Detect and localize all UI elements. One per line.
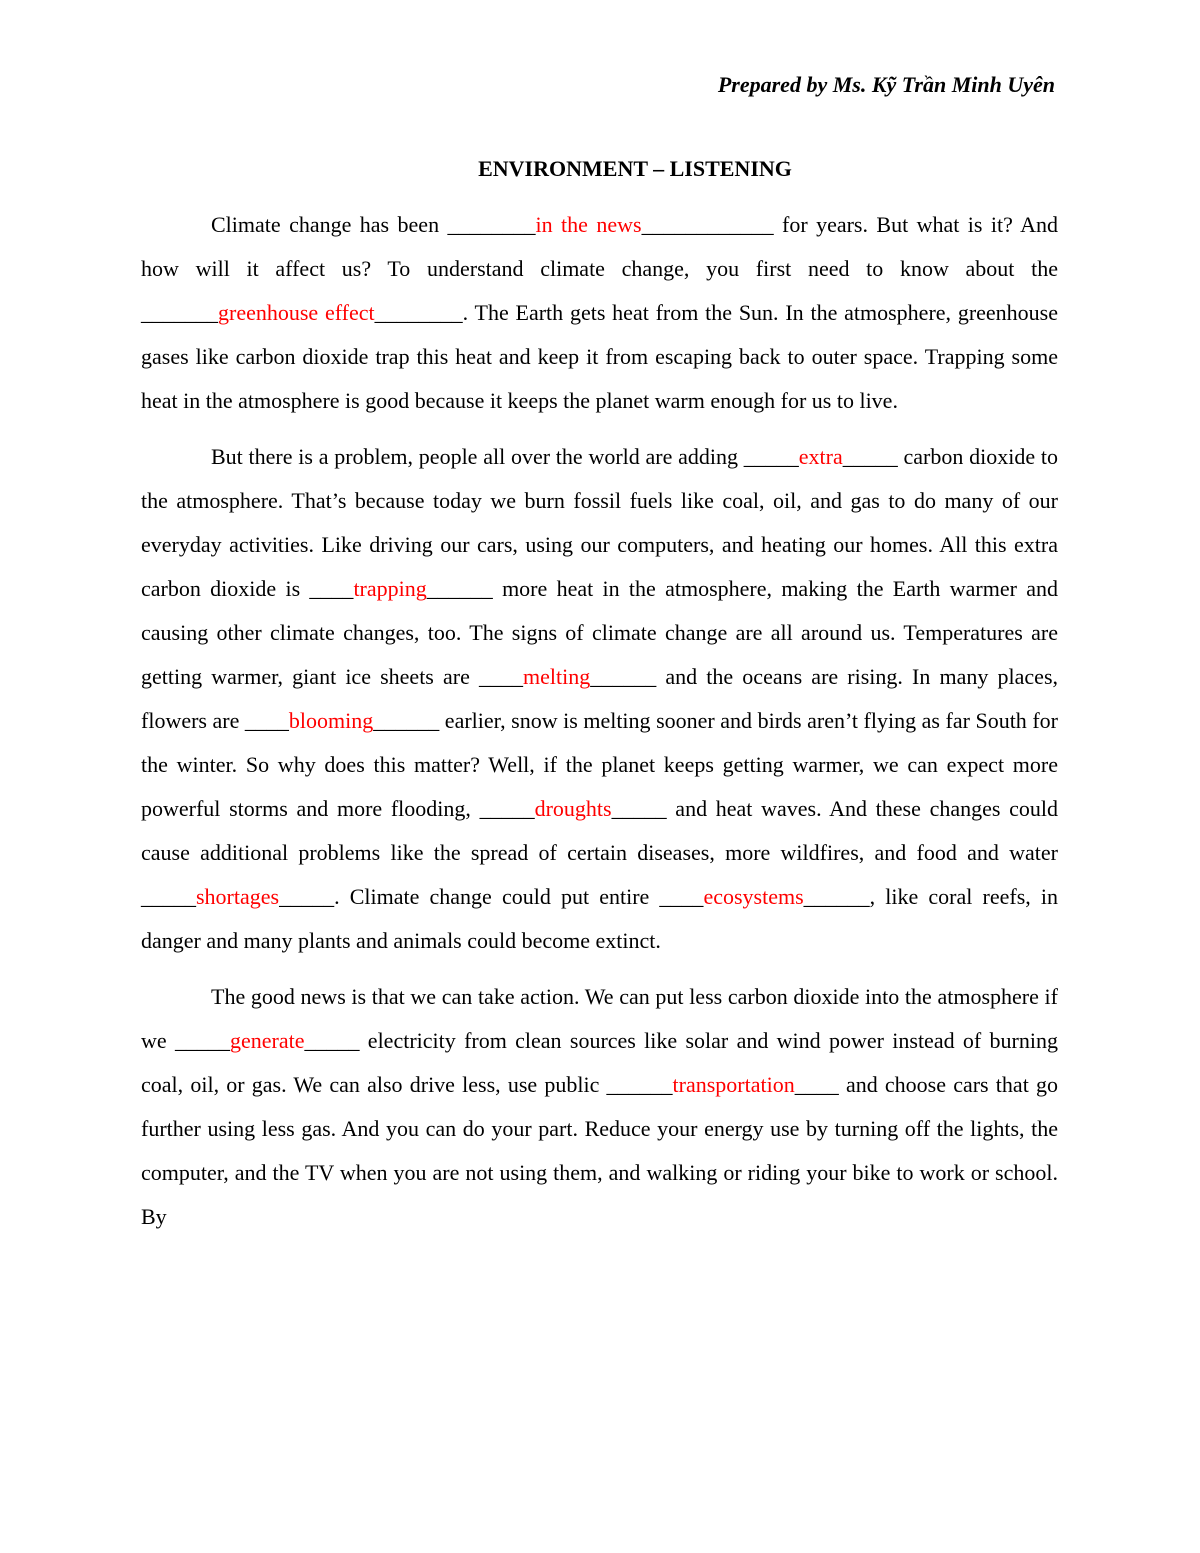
passage-text: ____ and choose cars that go further using less gas. And you can do your part. Reduce your energy use by turning off the lights, the computer, and the TV when you are not using them, and walking or riding your bike to work or school. By bbox=[141, 1072, 1058, 1229]
passage-text: ____________ for years. But what is it? And how will it affect us? To understand climate change, you first need to know about the _______ bbox=[141, 212, 1058, 325]
answer-word: in the news bbox=[535, 212, 642, 237]
passage-text: ______ earlier, snow is melting sooner and birds aren’t flying as far South for the winter. So why does this matter? Well, if the planet keeps getting warmer, we can expect more powerful storms and more flooding, _____ bbox=[141, 708, 1059, 821]
answer-word: shortages bbox=[196, 884, 280, 909]
passage-text: Climate change has been ________ bbox=[211, 212, 536, 237]
answer-word: droughts bbox=[534, 796, 612, 821]
passage-text: ______ and the oceans are rising. In many places, flowers are ____ bbox=[141, 664, 1059, 733]
passage-text: But there is a problem, people all over the world are adding _____ bbox=[211, 444, 799, 469]
answer-word: ecosystems bbox=[703, 884, 804, 909]
passage-text: ________. The Earth gets heat from the Sun. In the atmosphere, greenhouse gases like carbon dioxide trap this heat and keep it from escaping back to outer space. Trapping some heat in the atmosphere is good because it keeps the planet warm enough for us to live. bbox=[141, 300, 1059, 413]
paragraph-3 bbox=[141, 975, 1058, 1239]
passage-text: ______ more heat in the atmosphere, making the Earth warmer and causing other climate changes, too. The signs of climate change are all around us. Temperatures are getting warmer, giant ice sheets are ____ bbox=[141, 576, 1058, 689]
passage-text: _____ electricity from clean sources like solar and wind power instead of burning coal, oil, or gas. We can also drive less, use public ______ bbox=[141, 1028, 1058, 1097]
document-title: ENVIRONMENT – LISTENING bbox=[478, 156, 792, 181]
passage-body bbox=[141, 203, 1058, 1251]
paragraph-2 bbox=[141, 435, 1058, 963]
answer-word: greenhouse effect bbox=[218, 300, 375, 325]
passage-text: ______, like coral reefs, in danger and many plants and animals could become extinct. bbox=[141, 884, 1059, 953]
answer-word: trapping bbox=[353, 576, 427, 601]
answer-word: transportation bbox=[672, 1072, 795, 1097]
paragraph-1 bbox=[141, 203, 1058, 423]
passage-text: _____. Climate change could put entire ____ bbox=[279, 884, 704, 909]
author-credit: Prepared by Ms. Kỹ Trần Minh Uyên bbox=[717, 72, 1055, 97]
passage-text: The good news is that we can take action. We can put less carbon dioxide into the atmosphere if we _____ bbox=[141, 984, 1058, 1053]
passage-text: _____ carbon dioxide to the atmosphere. That’s because today we burn fossil fuels like coal, oil, and gas to do many of our everyday activities. Like driving our cars, using our computers, and heating our homes. All this extra carbon dioxide is ____ bbox=[141, 444, 1058, 601]
passage-text: _____ and heat waves. And these changes could cause additional problems like the spread of certain diseases, more wildfires, and food and water _____ bbox=[141, 796, 1058, 909]
answer-word: generate bbox=[229, 1028, 305, 1053]
answer-word: melting bbox=[523, 664, 591, 689]
answer-word: extra bbox=[798, 444, 843, 469]
answer-word: blooming bbox=[288, 708, 374, 733]
